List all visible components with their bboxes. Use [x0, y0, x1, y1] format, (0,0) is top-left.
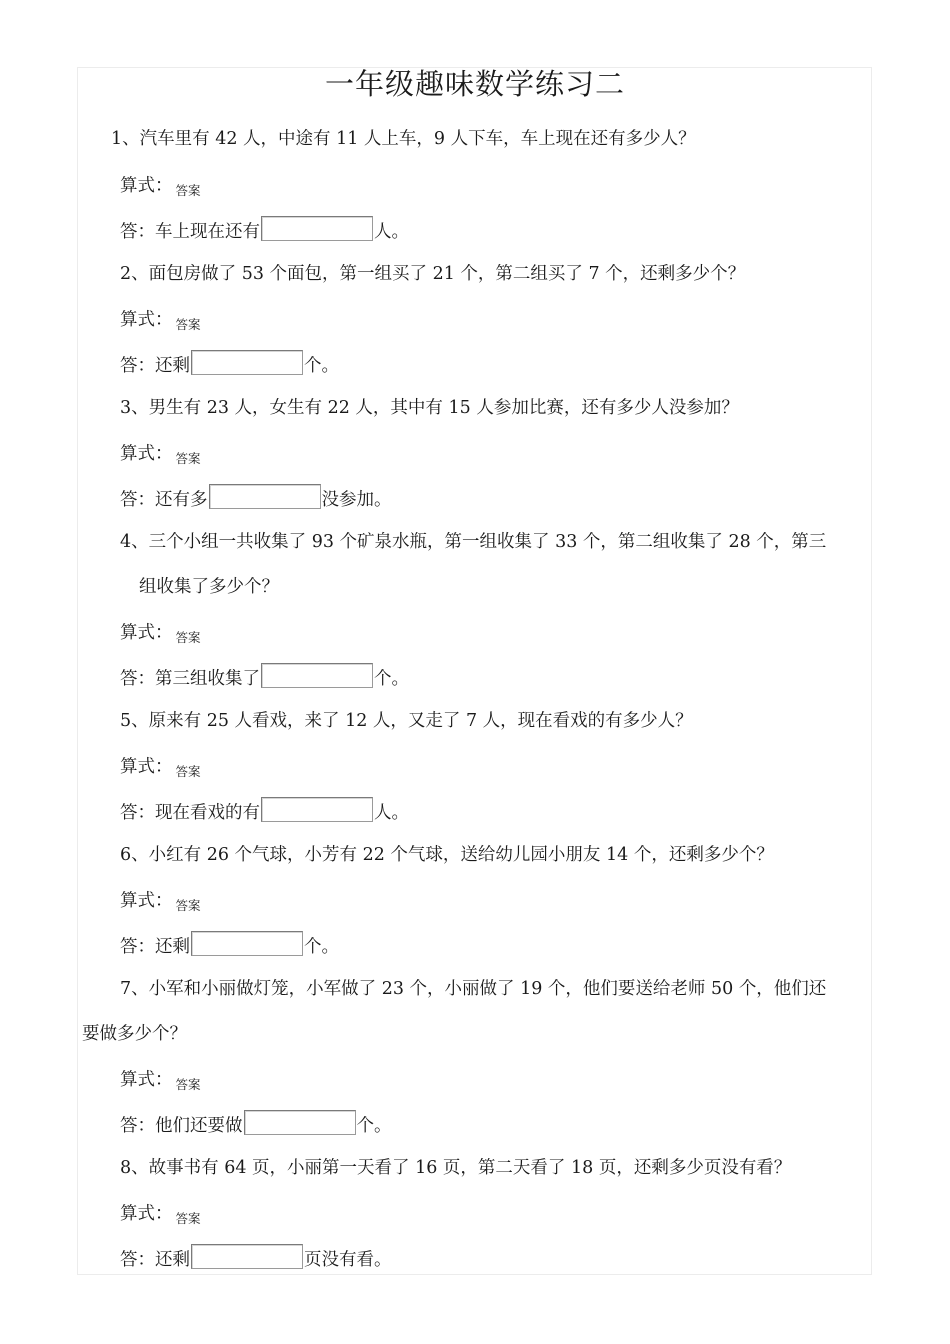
formula-label: 算式：: [120, 176, 173, 196]
answer-suffix: 个。: [374, 669, 409, 689]
question-4-line2: 组收集了多少个？: [139, 577, 279, 597]
answer-input-2[interactable]: [191, 350, 303, 375]
answer-prefix: 答：车上现在还有: [120, 222, 260, 242]
formula-row-1: [120, 174, 201, 199]
answer-input-7[interactable]: [244, 1110, 356, 1135]
question-6: 6、小红有 26 个气球，小芳有 22 个气球，送给幼儿园小朋友 14 个，还剩多少个？: [120, 845, 774, 865]
answer-hint: 答案: [175, 317, 201, 332]
question-3: 3、男生有 23 人，女生有 22 人，其中有 15 人参加比赛，还有多少人没参加？: [120, 398, 739, 418]
formula-row-3: [120, 442, 201, 467]
answer-prefix: 答：还剩: [120, 356, 190, 376]
answer-row-4: [120, 663, 409, 691]
formula-label: 算式：: [120, 891, 173, 911]
answer-suffix: 没参加。: [321, 490, 392, 510]
answer-suffix: 个。: [304, 356, 339, 376]
formula-row-6: [120, 889, 201, 914]
formula-row-7: [120, 1068, 201, 1093]
answer-hint: 答案: [175, 898, 201, 913]
answer-hint: 答案: [175, 451, 201, 466]
answer-prefix: 答：还剩: [120, 1250, 190, 1270]
answer-hint: 答案: [175, 1077, 201, 1092]
answer-input-3[interactable]: [209, 484, 321, 509]
formula-row-8: [120, 1202, 201, 1227]
answer-suffix: 人。: [374, 803, 409, 823]
answer-hint: 答案: [175, 1211, 201, 1226]
formula-label: 算式：: [120, 1070, 173, 1090]
answer-suffix: 个。: [304, 937, 339, 957]
formula-label: 算式：: [120, 444, 173, 464]
answer-row-8: [120, 1244, 392, 1272]
answer-row-7: [120, 1110, 392, 1138]
formula-row-4: [120, 621, 201, 646]
formula-label: 算式：: [120, 310, 173, 330]
formula-label: 算式：: [120, 1204, 173, 1224]
question-5: 5、原来有 25 人看戏，来了 12 人，又走了 7 人，现在看戏的有多少人？: [120, 711, 693, 731]
question-4-line1: 4、三个小组一共收集了 93 个矿泉水瓶，第一组收集了 33 个，第二组收集了 28 个，第三: [120, 532, 827, 552]
answer-row-3: [120, 484, 392, 512]
answer-prefix: 答：他们还要做: [120, 1116, 243, 1136]
question-8: 8、故事书有 64 页，小丽第一天看了 16 页，第二天看了 18 页，还剩多少页没有看？: [120, 1158, 792, 1178]
formula-row-5: [120, 755, 201, 780]
answer-prefix: 答：还剩: [120, 937, 190, 957]
answer-prefix: 答：第三组收集了: [120, 669, 260, 689]
formula-row-2: [120, 308, 201, 333]
answer-input-4[interactable]: [261, 663, 373, 688]
answer-input-1[interactable]: [261, 216, 373, 241]
question-7-line2: 要做多少个？: [82, 1024, 187, 1044]
answer-prefix: 答：还有多: [120, 490, 208, 510]
answer-hint: 答案: [175, 630, 201, 645]
answer-prefix: 答：现在看戏的有: [120, 803, 260, 823]
answer-row-6: [120, 931, 339, 959]
answer-hint: 答案: [175, 764, 201, 779]
answer-hint: 答案: [175, 183, 201, 198]
answer-row-2: [120, 350, 339, 378]
answer-suffix: 页没有看。: [304, 1250, 392, 1270]
answer-input-5[interactable]: [261, 797, 373, 822]
answer-row-5: [120, 797, 409, 825]
page-title: 一年级趣味数学练习二: [324, 67, 625, 101]
formula-label: 算式：: [120, 623, 173, 643]
formula-label: 算式：: [120, 757, 173, 777]
answer-input-8[interactable]: [191, 1244, 303, 1269]
question-2: 2、面包房做了 53 个面包，第一组买了 21 个，第二组买了 7 个，还剩多少个？: [120, 264, 746, 284]
answer-suffix: 人。: [374, 222, 409, 242]
answer-row-1: [120, 216, 409, 244]
question-7-line1: 7、小军和小丽做灯笼，小军做了 23 个，小丽做了 19 个，他们要送给老师 50 个，他们还: [120, 979, 827, 999]
answer-suffix: 个。: [356, 1116, 392, 1136]
answer-input-6[interactable]: [191, 931, 303, 956]
question-1: 1、汽车里有 42 人，中途有 11 人上车，9 人下车，车上现在还有多少人？: [111, 129, 696, 149]
